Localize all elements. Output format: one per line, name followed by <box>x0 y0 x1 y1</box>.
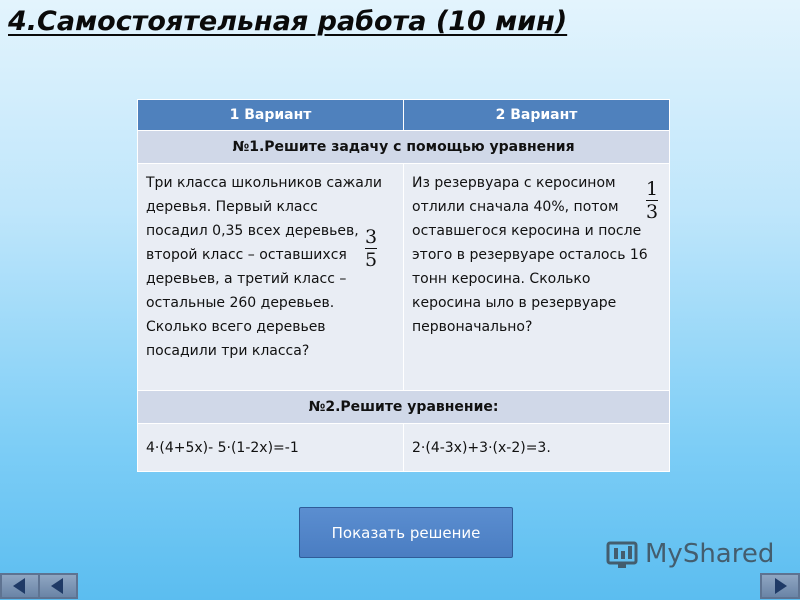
equation-variant-2: 2·(4-3х)+3·(х-2)=3. <box>404 424 670 472</box>
nav-back-button[interactable] <box>38 573 78 599</box>
equation-row <box>138 424 670 472</box>
fraction-numerator: 3 <box>365 226 378 248</box>
header-variant-2: 2 Вариант <box>404 100 670 131</box>
table-header-row <box>138 100 670 131</box>
variant-1-problem-cell <box>138 164 404 391</box>
section-2-title: №2.Решите уравнение: <box>138 391 670 424</box>
section-row-1 <box>138 131 670 164</box>
fraction-numerator: 1 <box>646 178 659 200</box>
logo-icon <box>606 537 642 571</box>
arrow-left-icon <box>10 577 30 595</box>
section-row-2 <box>138 391 670 424</box>
fraction-one-third <box>646 179 658 222</box>
header-variant-1: 1 Вариант <box>138 100 404 131</box>
slide-title: 4.Самостоятельная работа (10 мин) <box>8 6 568 37</box>
variant-2-problem-text: Из резервуара с керосином отлили сначала 40%, потом оставшегося керосина и после этого в резервуаре осталось 16 тонн керосина. Сколько керосина ыло в резервуаре первоначально? <box>412 175 648 335</box>
fraction-three-fifths <box>365 227 377 270</box>
return-icon <box>48 577 68 595</box>
logo-text: MyShared <box>645 539 775 569</box>
section-1-title: №1.Решите задачу с помощью уравнения <box>138 131 670 164</box>
fraction-denominator: 3 <box>646 201 659 223</box>
show-solution-button[interactable]: Показать решение <box>299 507 513 558</box>
nav-previous-button[interactable] <box>0 573 40 599</box>
fraction-denominator: 5 <box>365 249 378 271</box>
variant-2-problem-cell <box>404 164 670 391</box>
task-table <box>137 99 670 472</box>
nav-next-button[interactable] <box>760 573 800 599</box>
equation-variant-1: 4·(4+5х)- 5·(1-2х)=-1 <box>138 424 404 472</box>
problem-row <box>138 164 670 391</box>
variant-1-problem-text: Три класса школьников сажали деревья. Первый класс посадил 0,35 всех деревьев, второй класс – оставшихся деревьев, а третий класс – остальные 260 деревьев. Сколько всего деревьев посадили три класса? <box>146 175 382 359</box>
myshared-logo <box>606 536 774 572</box>
arrow-right-icon <box>770 577 790 595</box>
